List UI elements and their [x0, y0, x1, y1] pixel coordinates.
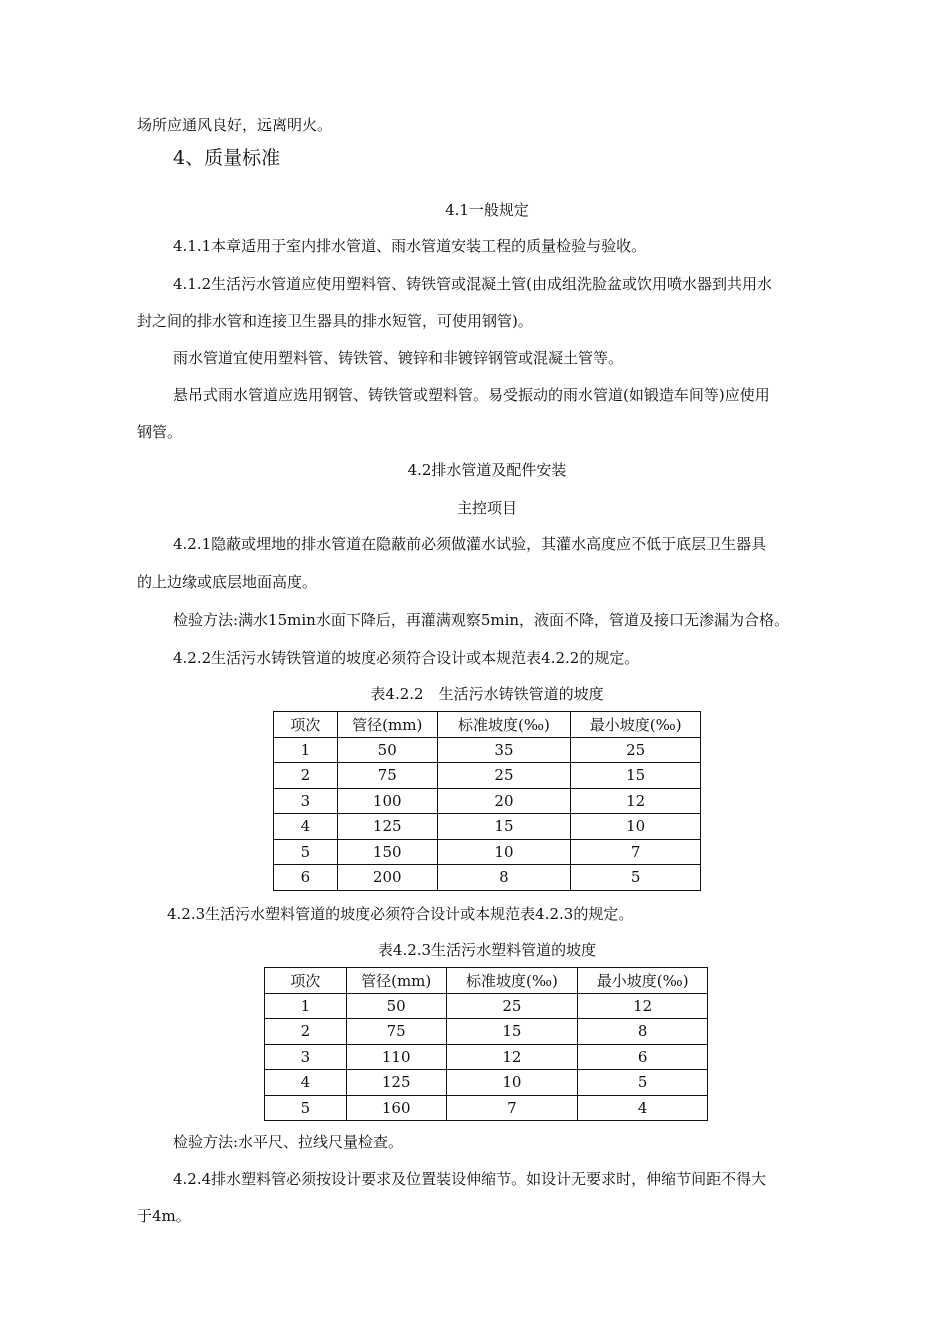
- table-cell: 5: [578, 1070, 708, 1096]
- inspection-method-1: 检验方法:满水15min水面下降后，再灌满观察5min，液面不降，管道及接口无渗漏为合格。: [173, 611, 790, 629]
- suspended-rain-pipe-line1: 悬吊式雨水管道应选用钢管、铸铁管或塑料管。易受振动的雨水管道(如锻造车间等)应使用: [173, 386, 770, 404]
- table-cell: 25: [571, 737, 701, 763]
- clause-4-2-1-line2: 的上边缘或底层地面高度。: [137, 573, 318, 591]
- clause-4-2-3: 4.2.3生活污水塑料管道的坡度必须符合设计或本规范表4.2.3的规定。: [167, 905, 634, 923]
- table-header-row: [265, 968, 708, 994]
- table-row: [265, 1070, 708, 1096]
- table-cell: 160: [346, 1095, 446, 1121]
- table-cell: 6: [274, 865, 338, 891]
- table-cell: 100: [337, 788, 437, 814]
- table-row: [274, 737, 701, 763]
- header-cell: 管径(mm): [346, 968, 446, 994]
- clause-4-1-1: 4.1.1本章适用于室内排水管道、雨水管道安装工程的质量检验与验收。: [173, 237, 647, 255]
- table-cell: 15: [437, 814, 571, 840]
- table-cell: 35: [437, 737, 571, 763]
- table-row: [274, 839, 701, 865]
- table-row: [265, 1095, 708, 1121]
- header-cell: 标准坡度(‰): [446, 968, 578, 994]
- table-cell: 10: [437, 839, 571, 865]
- table-row: [265, 1019, 708, 1045]
- table-cell: 4: [578, 1095, 708, 1121]
- section-heading: 4、质量标准: [173, 147, 281, 169]
- subsection-title-4-2: 4.2排水管道及配件安装: [407, 461, 567, 479]
- table-cell: 2: [265, 1019, 347, 1045]
- header-cell: 项次: [265, 968, 347, 994]
- table-cell: 25: [446, 993, 578, 1019]
- table-cell: 5: [274, 839, 338, 865]
- table-row: [274, 814, 701, 840]
- table-cell: 125: [337, 814, 437, 840]
- table-cell: 4: [274, 814, 338, 840]
- table-cell: 20: [437, 788, 571, 814]
- table-cell: 2: [274, 763, 338, 789]
- table-cell: 5: [571, 865, 701, 891]
- subsection-title-4-1: 4.1一般规定: [445, 201, 529, 219]
- header-cell: 最小坡度(‰): [578, 968, 708, 994]
- table-cast-iron-slope: [273, 711, 701, 891]
- table-cell: 75: [346, 1019, 446, 1045]
- rain-pipe-paragraph: 雨水管道宜使用塑料管、铸铁管、镀锌和非镀锌钢管或混凝土管等。: [173, 349, 624, 367]
- table-cell: 200: [337, 865, 437, 891]
- table-cell: 7: [571, 839, 701, 865]
- inspection-method-2: 检验方法:水平尺、拉线尺量检查。: [173, 1133, 404, 1151]
- table-cell: 7: [446, 1095, 578, 1121]
- suspended-rain-pipe-line2: 钢管。: [137, 423, 183, 441]
- table-cell: 10: [571, 814, 701, 840]
- table2-caption: 表4.2.3生活污水塑料管道的坡度: [377, 941, 597, 959]
- table-cell: 25: [437, 763, 571, 789]
- table-header-row: [274, 712, 701, 738]
- table-cell: 4: [265, 1070, 347, 1096]
- clause-4-1-2-line2: 封之间的排水管和连接卫生器具的排水短管，可使用钢管)。: [137, 312, 533, 330]
- table-plastic-slope: [264, 967, 708, 1121]
- header-cell: 最小坡度(‰): [571, 712, 701, 738]
- table-cell: 1: [265, 993, 347, 1019]
- table1-caption: 表4.2.2 生活污水铸铁管道的坡度: [370, 685, 604, 703]
- clause-4-2-1-line1: 4.2.1隐蔽或埋地的排水管道在隐蔽前必须做灌水试验，其灌水高度应不低于底层卫生器具: [173, 535, 767, 553]
- header-cell: 项次: [274, 712, 338, 738]
- table-row: [265, 993, 708, 1019]
- clause-4-2-4-line2: 于4m。: [137, 1207, 191, 1225]
- table-cell: 12: [578, 993, 708, 1019]
- table-cell: 8: [578, 1019, 708, 1045]
- table-cell: 12: [446, 1044, 578, 1070]
- intro-paragraph-end: 场所应通风良好，远离明火。: [137, 116, 333, 134]
- table-row: [274, 763, 701, 789]
- table-cell: 5: [265, 1095, 347, 1121]
- table-cell: 12: [571, 788, 701, 814]
- table-row: [265, 1044, 708, 1070]
- table-cell: 15: [571, 763, 701, 789]
- table-cell: 8: [437, 865, 571, 891]
- table-cell: 6: [578, 1044, 708, 1070]
- table-cell: 50: [337, 737, 437, 763]
- table-cell: 1: [274, 737, 338, 763]
- table-cell: 15: [446, 1019, 578, 1045]
- table-cell: 3: [274, 788, 338, 814]
- table-row: [274, 865, 701, 891]
- table-cell: 125: [346, 1070, 446, 1096]
- table-cell: 110: [346, 1044, 446, 1070]
- table-cell: 10: [446, 1070, 578, 1096]
- table-row: [274, 788, 701, 814]
- table-cell: 3: [265, 1044, 347, 1070]
- clause-4-2-4-line1: 4.2.4排水塑料管必须按设计要求及位置装设伸缩节。如设计无要求时，伸缩节间距不得大: [173, 1170, 767, 1188]
- table-cell: 50: [346, 993, 446, 1019]
- clause-4-2-2: 4.2.2生活污水铸铁管道的坡度必须符合设计或本规范表4.2.2的规定。: [173, 649, 640, 667]
- header-cell: 标准坡度(‰): [437, 712, 571, 738]
- clause-4-1-2-line1: 4.1.2生活污水管道应使用塑料管、铸铁管或混凝土管(由成组洗脸盆或饮用喷水器到共用水: [173, 275, 773, 293]
- main-items-title: 主控项目: [456, 499, 517, 517]
- table-cell: 75: [337, 763, 437, 789]
- table-cell: 150: [337, 839, 437, 865]
- header-cell: 管径(mm): [337, 712, 437, 738]
